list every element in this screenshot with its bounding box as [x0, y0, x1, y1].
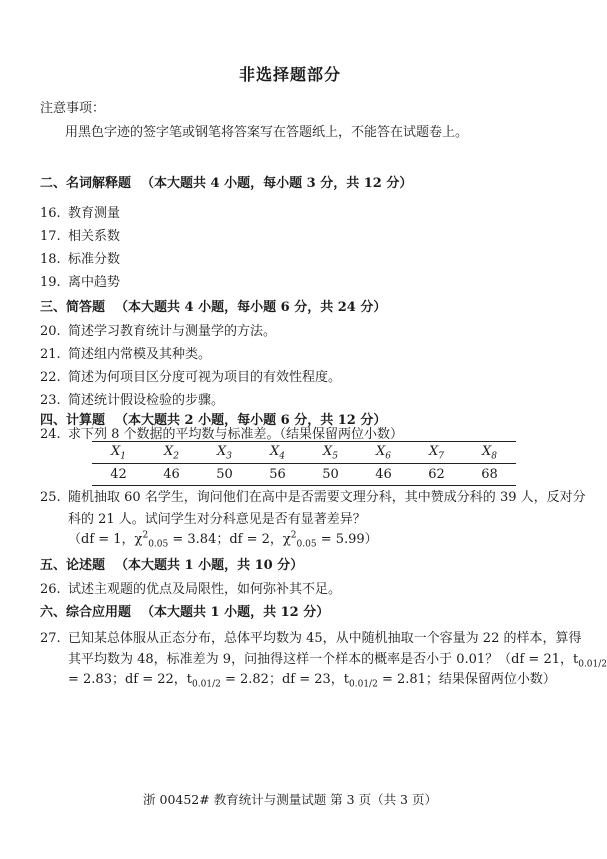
table-header-cell: $X_2$ — [145, 442, 198, 464]
question-text: 简述为何项目区分度可视为项目的有效性程度。 — [68, 370, 342, 385]
table-header-cell: $X_3$ — [198, 442, 251, 464]
table-cell: 62 — [428, 467, 445, 482]
section-heading — [40, 296, 386, 315]
question-formula: （df = 1，$\chi^2_{0.05} = 3.84$；df = 2，$\chi^2_{0.05} = 5.99$） — [68, 530, 378, 550]
table-cell: 46 — [163, 467, 180, 482]
question-text: 试述主观题的优点及局限性，如何弥补其不足。 — [68, 582, 342, 597]
table-cell: 42 — [110, 467, 127, 482]
table-header-cell: $X_1$ — [92, 442, 145, 464]
section-title: 二、名词解释题 — [40, 176, 132, 191]
table-cell: 46 — [375, 467, 392, 482]
question-text-continued: 科的 21 人。试问学生对分科意见是否有显著差异？ — [68, 512, 366, 527]
question-text-continued: 其平均数为 48，标准差为 9，问抽得这样一个样本的概率是否小于 0.01？（df = 21，$t_{0.01/2}$ — [68, 652, 607, 670]
question-item — [40, 366, 341, 385]
table-header-cell: $X_4$ — [251, 442, 304, 464]
question-item — [40, 578, 341, 597]
notice-body: 用黑色字迹的签字笔或钢笔将答案写在答题纸上，不能答在试题卷上。 — [65, 125, 469, 140]
table-header-cell: $X_5$ — [304, 442, 357, 464]
section-desc: （本大题共 4 小题，每小题 3 分，共 12 分） — [141, 176, 413, 191]
question-text: 已知某总体服从正态分布，总体平均数为 45，从中随机抽取一个容量为 22 的样本，算得 — [68, 631, 582, 646]
question-text: 标准分数 — [68, 252, 121, 267]
table-row — [92, 464, 516, 486]
question-item — [40, 271, 120, 290]
question-number: 26. — [40, 582, 61, 597]
question-number: 16. — [40, 206, 61, 221]
question-item — [40, 423, 403, 442]
table-header-cell: $X_7$ — [410, 442, 463, 464]
section-heading — [40, 601, 329, 620]
question-number: 27. — [40, 631, 61, 646]
question-text: 离中趋势 — [68, 275, 121, 290]
question-number: 21. — [40, 347, 61, 362]
question-text: 随机抽取 60 名学生，询问他们在高中是否需要文理分科，其中赞成分科的 39 人，反对分 — [68, 490, 586, 505]
question-number: 23. — [40, 393, 61, 408]
question-number: 18. — [40, 252, 61, 267]
question-text: 相关系数 — [68, 229, 121, 244]
notice-label: 注意事项： — [40, 101, 106, 116]
table-cell: 50 — [322, 467, 339, 482]
table-header-cell: $X_8$ — [463, 442, 516, 464]
section-desc: （本大题共 2 小题，每小题 6 分，共 12 分） — [115, 413, 387, 428]
question-number: 22. — [40, 370, 61, 385]
question-item — [40, 320, 276, 339]
page-footer: 浙 00452# 教育统计与测量试题 第 3 页（共 3 页） — [143, 792, 437, 807]
section-title: 五、论述题 — [40, 558, 106, 573]
section-title: 四、计算题 — [40, 413, 106, 428]
question-text: 教育测量 — [68, 206, 121, 221]
question-item — [40, 627, 581, 646]
question-item — [40, 248, 120, 267]
question-number: 24. — [40, 427, 61, 442]
section-desc: （本大题共 1 小题，共 12 分） — [141, 605, 330, 620]
table-header-row — [92, 442, 516, 464]
question-text: 简述学习教育统计与测量学的方法。 — [68, 324, 277, 339]
question-item — [40, 202, 120, 221]
section-heading — [40, 172, 412, 191]
question-item — [40, 343, 211, 362]
data-table — [92, 441, 516, 486]
question-text: 简述组内常模及其种类。 — [68, 347, 212, 362]
question-text-continued: = 2.83；df = 22，$t_{0.01/2} = 2.82$；df = 23，$t_{0.01/2} = 2.81$；结果保留两位小数） — [68, 672, 556, 690]
question-number: 20. — [40, 324, 61, 339]
question-text: 简述统计假设检验的步骤。 — [68, 393, 225, 408]
question-item — [40, 389, 224, 408]
question-item — [40, 486, 586, 505]
question-number: 19. — [40, 275, 61, 290]
section-heading — [40, 554, 303, 573]
section-title: 三、简答题 — [40, 300, 106, 315]
page-title: 非选择题部分 — [238, 65, 341, 84]
question-item — [40, 225, 120, 244]
section-title: 六、综合应用题 — [40, 605, 132, 620]
table-cell: 56 — [269, 467, 286, 482]
section-desc: （本大题共 4 小题，每小题 6 分，共 24 分） — [115, 300, 387, 315]
question-text: 求下列 8 个数据的平均数与标准差。（结果保留两位小数） — [68, 427, 404, 442]
table-header-cell: $X_6$ — [357, 442, 410, 464]
question-number: 17. — [40, 229, 61, 244]
table-cell: 68 — [481, 467, 498, 482]
section-desc: （本大题共 1 小题，共 10 分） — [115, 558, 304, 573]
question-number: 25. — [40, 490, 61, 505]
table-cell: 50 — [216, 467, 233, 482]
